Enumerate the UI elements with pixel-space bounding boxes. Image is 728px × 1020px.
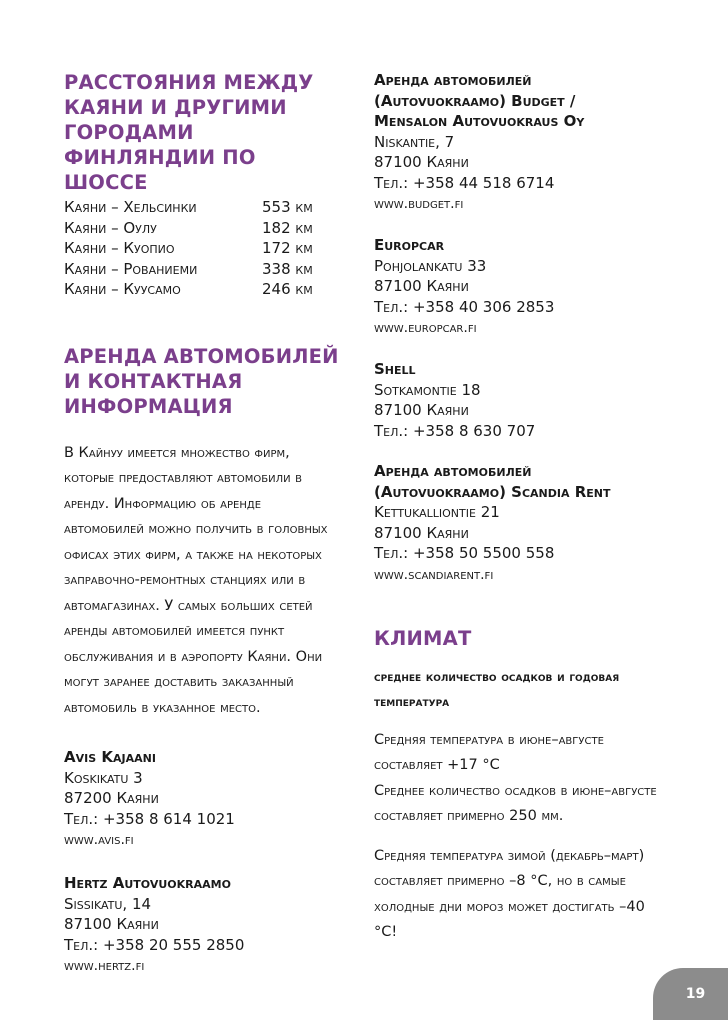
postal-city: 87100 Каяни (374, 277, 469, 295)
climate-heading: КЛИМАТ (374, 626, 472, 650)
distance-route: Каяни – Куопио (64, 239, 175, 257)
website-link[interactable]: www.europcar.fi (374, 320, 477, 336)
postal-city: 87200 Каяни (64, 789, 159, 807)
company-name-line2: (Autovuokraamo) Budget / (374, 91, 576, 110)
distance-km: 246 км (262, 280, 313, 298)
company-name: Shell (374, 360, 416, 378)
company-name-line1: Аренда автомобилей (374, 71, 532, 89)
phone: Тел.: +358 8 630 707 (374, 421, 536, 440)
phone: Тел.: +358 44 518 6714 (374, 173, 555, 192)
website-link[interactable]: www.budget.fi (374, 196, 464, 212)
postal-city: 87100 Каяни (374, 153, 469, 171)
distance-km: 182 км (262, 218, 313, 237)
distance-km: 338 км (262, 259, 313, 278)
postal-city: 87100 Каяни (64, 915, 159, 933)
company-name: Hertz Autovuokraamo (64, 874, 231, 892)
avis-contact (64, 747, 342, 851)
distance-km: 553 км (262, 198, 313, 216)
budget-contact (374, 70, 664, 215)
phone: Тел.: +358 20 555 2850 (64, 935, 245, 954)
rental-paragraph: В Кайнуу имеется множество фирм, которые предоставляют автомобили в аренду. Информацию об аренде автомобилей можно получить в головных офисах этих фирм, а также на некоторых заправочно-ремонтных станциях или в автомагазинах. У самых больших сетей аренды автомобилей имеется пункт обслуживания и в аэропорту Каяни. Они могут заранее доставить заказанный автомобиль в указанное место. (64, 444, 328, 716)
distance-route: Каяни – Хельсинки (64, 198, 197, 216)
scandia-contact (374, 461, 664, 586)
distance-row (64, 279, 342, 300)
street-address: Sotkamontie 18 (374, 380, 481, 399)
street-address: Kettukalliontie 21 (374, 503, 500, 521)
climate-summer-rain: Среднее количество осадков в июне–августе составляет примерно 250 мм. (374, 782, 657, 824)
distance-route: Каяни – Рованиеми (64, 259, 198, 278)
distance-row (64, 259, 342, 280)
company-name-line1: Аренда автомобилей (374, 462, 532, 480)
phone: Тел.: +358 40 306 2853 (374, 297, 555, 316)
distance-km: 172 км (262, 239, 313, 257)
climate-winter-temp: Средняя температура зимой (декабрь–март) составляет примерно –8 °C, но в самые холодные дни мороз может достигать –40 °C! (374, 847, 645, 940)
street-address: Niskantie, 7 (374, 132, 455, 151)
phone: Тел.: +358 50 5500 558 (374, 544, 555, 562)
postal-city: 87100 Каяни (374, 401, 469, 419)
street-address: Sissikatu, 14 (64, 894, 152, 913)
website-link[interactable]: www.hertz.fi (64, 958, 145, 974)
company-name: Avis Kajaani (64, 748, 156, 766)
website-link[interactable]: www.scandiarent.fi (374, 566, 494, 583)
climate-summer-temp: Средняя температура в июне–августе составляет +17 °C (374, 731, 604, 773)
company-name-line3: Mensalon Autovuokraus Oy (374, 112, 585, 130)
street-address: Pohjolankatu 33 (374, 256, 487, 275)
postal-city: 87100 Каяни (374, 523, 469, 542)
distance-route: Каяни – Куусамо (64, 280, 181, 298)
europcar-contact (374, 235, 664, 339)
distances-table (64, 197, 342, 300)
shell-contact (374, 359, 664, 441)
company-name: Europcar (374, 236, 445, 254)
rental-heading: АРЕНДА АВТОМОБИЛЕЙ И КОНТАКТНАЯ ИНФОРМАЦИЯ (64, 344, 339, 418)
left-column (64, 70, 342, 977)
right-column (374, 70, 664, 946)
hertz-contact (64, 873, 342, 977)
website-link[interactable]: www.avis.fi (64, 832, 134, 848)
climate-subheading: среднее количество осадков и годовая температура (374, 668, 620, 710)
distance-row (64, 218, 342, 239)
page-number: 19 (653, 968, 728, 1020)
phone: Тел.: +358 8 614 1021 (64, 809, 235, 828)
distance-row (64, 197, 342, 218)
distance-route: Каяни – Оулу (64, 218, 157, 237)
distance-row (64, 238, 342, 259)
street-address: Koskikatu 3 (64, 768, 143, 787)
distances-heading: РАССТОЯНИЯ МЕЖДУ КАЯНИ И ДРУГИМИ ГОРОДАМИ ФИНЛЯНДИИ ПО ШОССЕ (64, 71, 314, 194)
company-name-line2: (Autovuokraamo) Scandia Rent (374, 482, 611, 501)
